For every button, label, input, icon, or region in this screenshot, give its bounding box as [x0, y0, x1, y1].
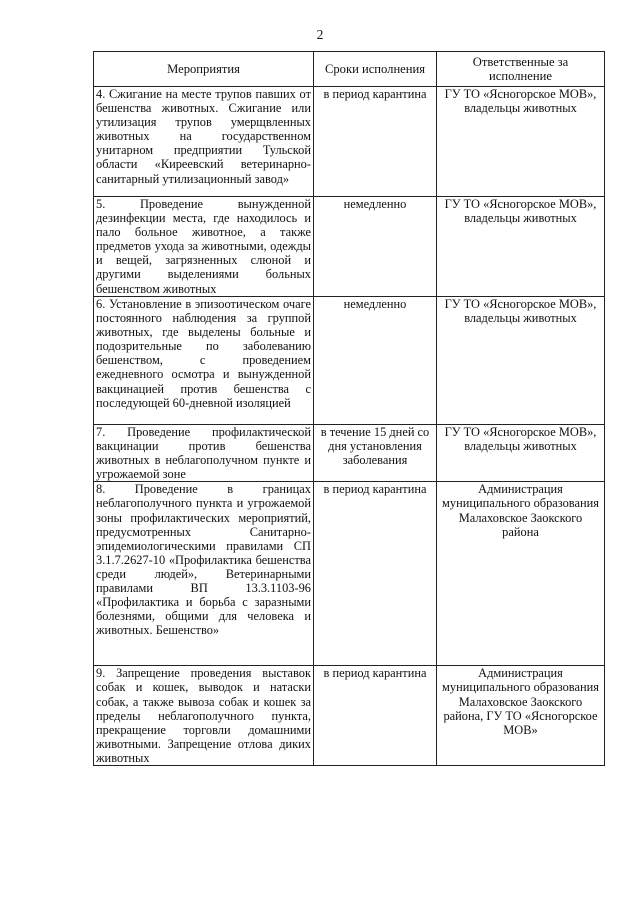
deadline-cell: немедленно	[314, 197, 437, 297]
measures-table	[93, 51, 605, 766]
measure-cell: 7. Проведение профилактической вакцинации против бешенства животных в неблагополучном пункте и угрожаемой зоне	[94, 425, 314, 482]
table-row	[94, 425, 605, 482]
responsible-cell: Администрация муниципального образования Малаховское Заокского района, ГУ ТО «Ясногорское МОВ»	[437, 666, 605, 766]
measure-cell: 4. Сжигание на месте трупов павших от бешенства животных. Сжигание или утилизация трупов умерщвленных животных на государственном унитарном предприятии Тульской области «Киреевский ветеринарно-санитарный утилизационный завод»	[94, 87, 314, 197]
deadline-cell: в период карантина	[314, 482, 437, 666]
table-row	[94, 87, 605, 197]
responsible-cell: Администрация муниципального образования Малаховское Заокского района	[437, 482, 605, 666]
header-responsible: Ответственные за исполнение	[437, 52, 605, 87]
header-deadlines: Сроки исполнения	[314, 52, 437, 87]
deadline-cell: немедленно	[314, 297, 437, 425]
table-row	[94, 197, 605, 297]
page-number: 2	[316, 27, 324, 42]
responsible-cell: ГУ ТО «Ясногорское МОВ», владельцы животных	[437, 425, 605, 482]
table-row	[94, 297, 605, 425]
measure-cell: 5. Проведение вынужденной дезинфекции места, где находилось и пало больное животное, а также предметов ухода за животными, одежды и вещей, загрязненных слюной и другими выделениями больных бешенством животных	[94, 197, 314, 297]
measure-cell: 9. Запрещение проведения выставок собак и кошек, выводок и натаски собак, а также вывоза собак и кошек за пределы неблагополучного пункта, прекращение торговли домашними животными. Запрещение отлова диких животных	[94, 666, 314, 766]
deadline-cell: в период карантина	[314, 666, 437, 766]
responsible-cell: ГУ ТО «Ясногорское МОВ», владельцы животных	[437, 197, 605, 297]
measure-cell: 8. Проведение в границах неблагополучного пункта и угрожаемой зоны профилактических мероприятий, предусмотренных Санитарно-эпидемиологическими правилами СП 3.1.7.2627-10 «Профилактика бешенства среди людей», Ветеринарными правилами ВП 13.3.1103-96 «Профилактика и борьба с заразными болезнями, общими для человека и животных. Бешенство»	[94, 482, 314, 666]
deadline-cell: в период карантина	[314, 87, 437, 197]
responsible-cell: ГУ ТО «Ясногорское МОВ», владельцы животных	[437, 87, 605, 197]
table-row	[94, 666, 605, 766]
header-measures: Мероприятия	[94, 52, 314, 87]
responsible-cell: ГУ ТО «Ясногорское МОВ», владельцы животных	[437, 297, 605, 425]
table-header-row	[94, 52, 605, 87]
deadline-cell: в течение 15 дней со дня установления заболевания	[314, 425, 437, 482]
measure-cell: 6. Установление в эпизоотическом очаге постоянного наблюдения за группой животных, где выделены больные и подозрительные по заболеванию бешенством, с проведением ежедневного осмотра и вынужденной вакцинацией против бешенства с последующей 60-дневной изоляцией	[94, 297, 314, 425]
table-row	[94, 482, 605, 666]
